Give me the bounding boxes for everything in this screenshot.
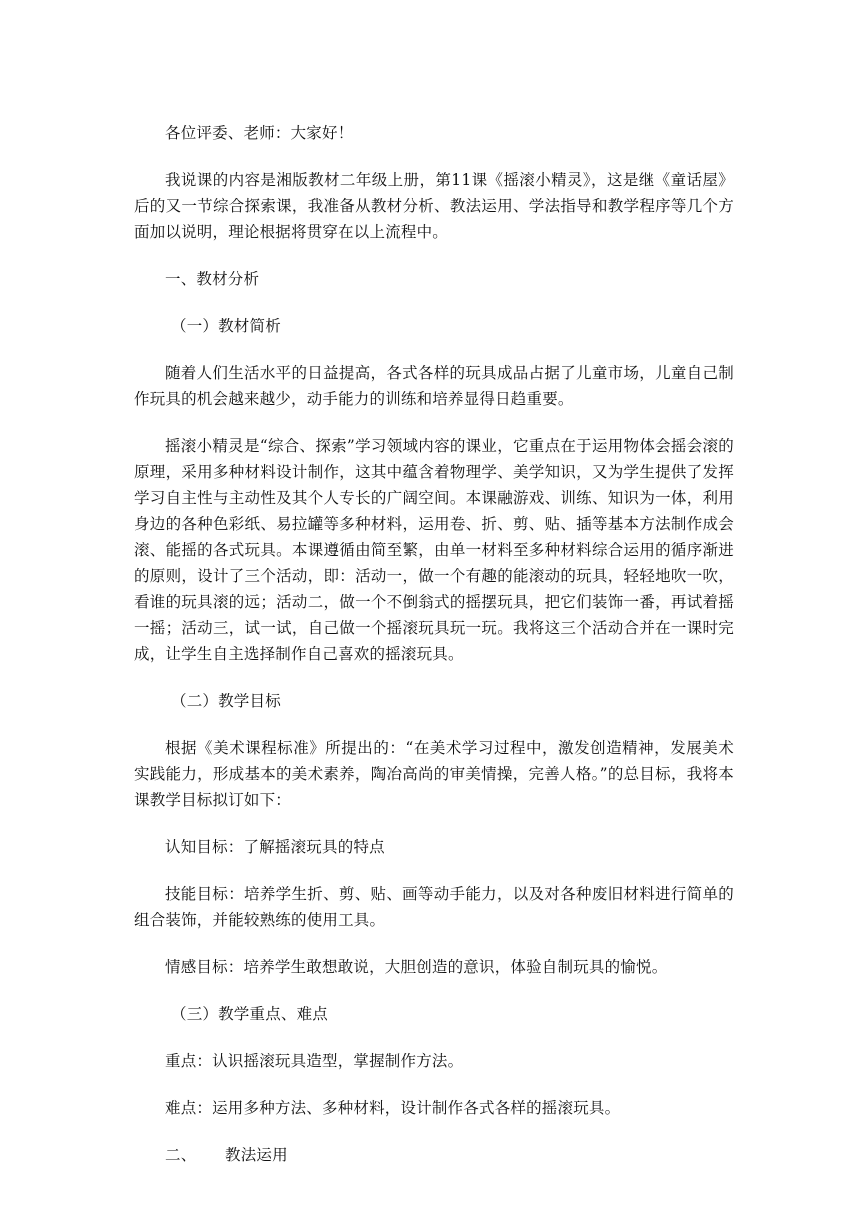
paragraph-1: 随着人们生活水平的日益提高，各式各样的玩具成品占据了儿童市场，儿童自己制作玩具的机会越来越少，动手能力的训练和培养显得日趋重要。 [134, 364, 734, 408]
goal-cognitive: 认知目标：了解摇滚玩具的特点 [165, 838, 385, 856]
section-2-title: 教法运用 [225, 1146, 288, 1164]
intro-paragraph: 我说课的内容是湘版教材二年级上册，第11课《摇滚小精灵》，这是继《童话屋》后的又一节综合探索课，我准备从教材分析、教法运用、学法指导和教学程序等几个方面加以说明，理论根据将贯穿在以上流程中。 [134, 171, 734, 241]
goal-emotional: 情感目标：培养学生敢想敢说，大胆创造的意识，体验自制玩具的愉悦。 [165, 958, 668, 976]
section-2-heading [134, 1142, 734, 1168]
document-body [134, 120, 734, 1168]
paragraph-2: 摇滚小精灵是“综合、探索”学习领域内容的课业，它重点在于运用物体会摇会滚的原理，采用多种材料设计制作，这其中蕴含着物理学、美学知识，又为学生提供了发挥学习自主性与主动性及其个人专长的广阔空间。本课融游戏、训练、知识为一体，利用身边的各种色彩纸、易拉罐等多种材料，运用卷、折、剪、贴、插等基本方法制作成会滚、能摇的各式玩具。本课遵循由简至繁，由单一材料至多种材料综合运用的循序渐进的原则，设计了三个活动，即：活动一，做一个有趣的能滚动的玩具，轻轻地吹一吹，看谁的玩具滚的远；活动二，做一个不倒翁式的摇摆玩具，把它们装饰一番，再试着摇一摇；活动三，试一试，自己做一个摇滚玩具玩一玩。我将这三个活动合并在一课时完成，让学生自主选择制作自己喜欢的摇滚玩具。 [134, 437, 734, 663]
greeting: 各位评委、老师：大家好！ [165, 124, 354, 142]
goal-skill: 技能目标：培养学生折、剪、贴、画等动手能力，以及对各种废旧材料进行简单的组合装饰，并能较熟练的使用工具。 [134, 885, 734, 929]
subsection-2-heading: （二）教学目标 [171, 692, 281, 710]
section-2-number: 二、 [165, 1146, 197, 1164]
section-1-heading: 一、教材分析 [165, 270, 260, 288]
subsection-3-heading: （三）教学重点、难点 [171, 1005, 329, 1023]
key-point: 重点：认识摇滚玩具造型，掌握制作方法。 [165, 1052, 464, 1070]
subsection-1-heading: （一）教材简析 [171, 317, 281, 335]
paragraph-3: 根据《美术课程标准》所提出的：“在美术学习过程中，激发创造精神，发展美术实践能力，形成基本的美术素养，陶冶高尚的审美情操，完善人格。”的总目标，我将本课教学目标拟订如下： [134, 739, 734, 809]
difficulty-point: 难点：运用多种方法、多种材料，设计制作各式各样的摇滚玩具。 [165, 1099, 621, 1117]
